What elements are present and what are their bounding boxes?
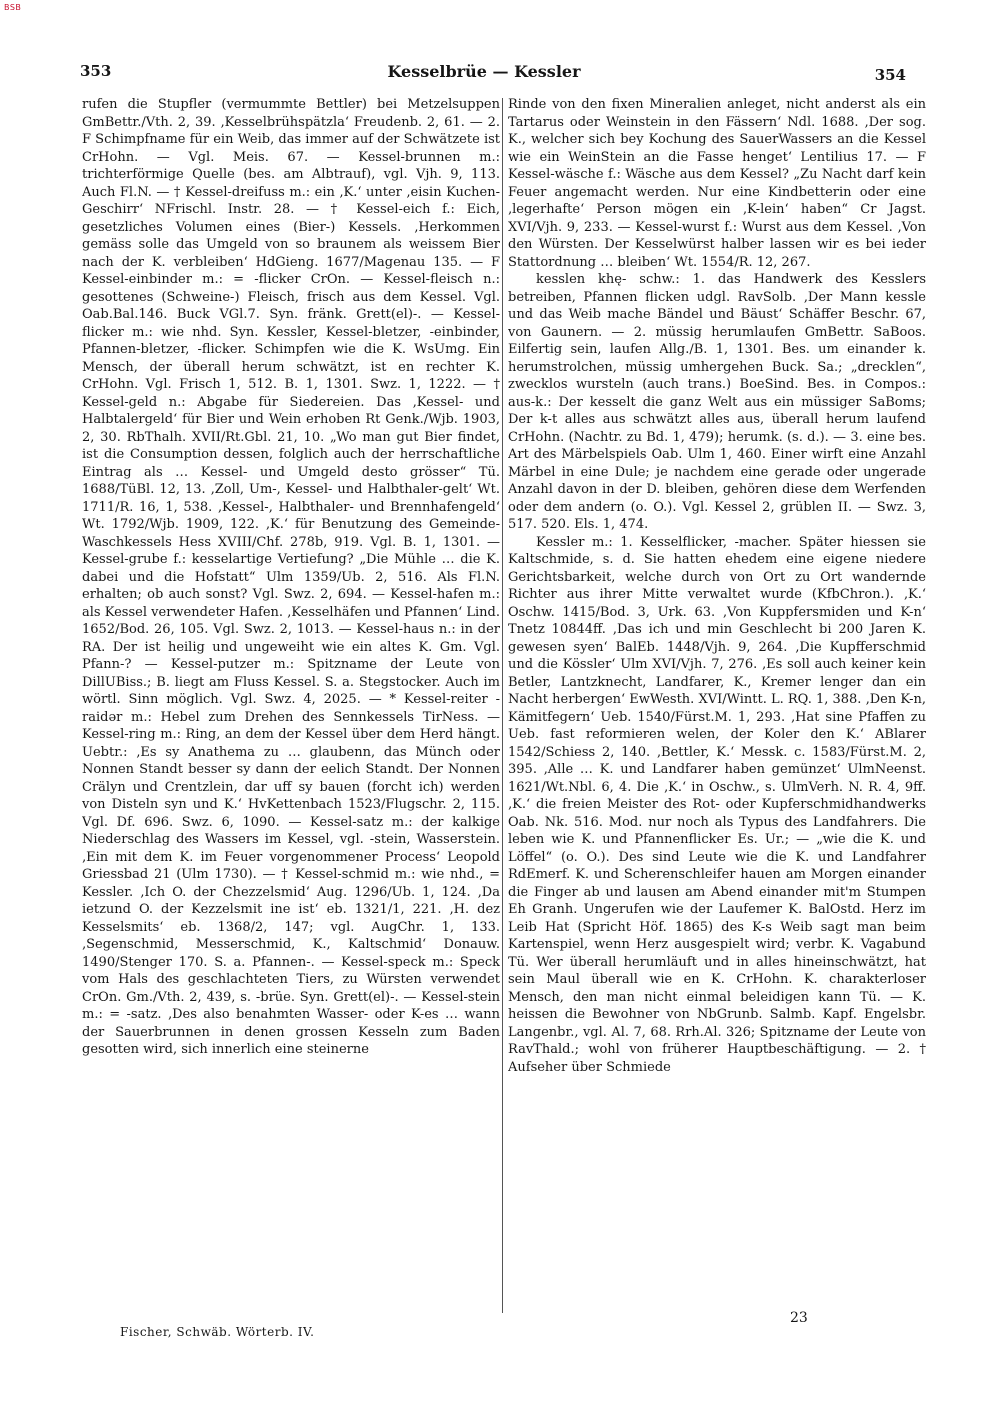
library-stamp: BSB — [4, 3, 22, 12]
sheet-signature: 23 — [790, 1310, 808, 1326]
right-column-number: 354 — [874, 66, 906, 84]
left-column-number: 353 — [80, 62, 112, 80]
left-column — [82, 96, 500, 1316]
running-head: Kesselbrüe — Kessler — [387, 62, 581, 81]
left-column-paragraph: rufen die Stupfler (vermummte Bettler) bei Metzelsuppen GmBettr./Vth. 2, 39. ‚Kesselbrühspätzla‘ Freudenb. 2, 61. — 2. F Schimpfname für ein Weib, das immer auf der Schwätzete ist CrHohn. — Vgl. Meis. 67. — Kessel-brunnen m.: trichterförmige Quelle (bes. am Albtrauf), vgl. Vjh. 9, 113. Auch Fl.N. — † Kessel-dreifuss m.: ein ‚K.‘ unter ‚eisin Kuchen-Geschirr‘ NFrischl. Instr. 28. — † Kessel-eich f.: Eich, gesetzliches Volumen eines (Bier-) Kessels. ‚Herkommen gemäss solle das Umgeld von so braunem als weissem Bier nach der K. verbleiben‘ HdGieng. 1677/Magenau 135. — F Kessel-einbinder m.: = -flicker CrOn. — Kessel-fleisch n.: gesottenes (Schweine-) Fleisch, frisch aus dem Kessel. Vgl. Oab.Bal.146. Buck VGl.7. Syn. fränk. Grett(el)-. — Kessel-flicker m.: wie nhd. Syn. Kessler, Kessel-bletzer, -einbinder, Pfannen-bletzer, -flicker. Schimpfen wie die K. WsUmg. Ein Mensch, der überall herum schwätzt, ist en rechter K. CrHohn. Vgl. Frisch 1, 512. B. 1, 1301. Swz. 1, 1222. — † Kessel-geld n.: Abgabe für Siedereien. Das ‚Kessel- und Halbtalergeld‘ für Bier und Wein erhoben Rt Genk./Wjb. 1903, 2, 30. RbThalh. XVII/Rt.Gbl. 21, 10. „Wo man gut Bier findet, ist die Consumption dessen, folglich auch der herrschaftliche Eintrag als … Kessel- und Umgeld desto grösser“ Tü. 1688/TüBl. 12, 13. ‚Zoll, Um-, Kessel- und Halbthaler-gelt‘ Wt. 1711/R. 16, 1, 538. ‚Kessel-, Halbthaler- und Brennhafengeld‘ Wt. 1792/Wjb. 1909, 122. ‚K.‘ für Benutzung des Gemeinde-Waschkessels Hess XVIII/Chf. 278b, 919. Vgl. B. 1, 1301. — Kessel-grube f.: kesselartige Vertiefung? „Die Mühle … die K. dabei und die Hofstatt“ Ulm 1359/Ub. 2, 516. Als Fl.N. erhalten; ob auch sonst? Vgl. Swz. 2, 694. — Kessel-hafen m.: als Kessel verwendeter Hafen. ‚Kesselhäfen und Pfannen‘ Lind. 1652/Bod. 26, 105. Vgl. Swz. 2, 1013. — Kessel-haus n.: in der RA. Der ist heilig und ungeweiht wie ein altes K. Gm. Vgl. Pfann-? — Kessel-putzer m.: Spitzname der Leute von DillUBiss.; B. liegt am Fluss Kessel. S. a. Stegstocker. Auch im wörtl. Sinn möglich. Vgl. Swz. 4, 2025. — * Kessel-reiter -raidər m.: Hebel zum Drehen des Sennkessels TirNess. — Kessel-ring m.: Ring, an dem der Kessel über dem Herd hängt. Uebtr.: ‚Es sy Anathema zu … glaubenn, das Münch oder Nonnen Standt besser sy dann der eelich Standt. Der Nonnen Crälyn und Crentzlein, dar uff sy bauen (forcht ich) werden von Disteln syn und K.‘ HvKettenbach 1523/Flugschr. 2, 115. Vgl. Df. 696. Swz. 6, 1090. — Kessel-satz m.: der kalkige Niederschlag des Wassers im Kessel, vgl. -stein, Wasserstein. ‚Ein mit dem K. im Feuer vorgenommener Process‘ Leopold Griessbad 21 (Ulm 1730). — † Kessel-schmid m.: wie nhd., = Kessler. ‚Ich O. der Chezzelsmid‘ Aug. 1296/Ub. 1, 124. ‚Da ietzund O. der Kezzelsmit ine ist‘ eb. 1321/1, 221. ‚H. dez Kesselsmits‘ eb. 1368/2, 147; vgl. AugChr. 1, 133. ‚Segenschmid, Messerschmid, K., Kaltschmid‘ Donauw. 1490/Stenger 170. S. a. Pfannen-. — Kessel-speck m.: Speck vom Hals des geschlachteten Tiers, zu Würsten verwendet CrOn. Gm./Vth. 2, 439, s. -brüe. Syn. Grett(el)-. — Kessel-stein m.: = -satz. ‚Des also benahmten Wasser- oder K-es … wann der Sauerbrunnen in denen grossen Kesseln zum Baden gesotten wird, sich innerlich eine steinerne — [82, 97, 500, 1057]
footer-imprint: Fischer, Schwäb. Wörterb. IV. — [120, 1325, 315, 1339]
right-column — [508, 96, 926, 1316]
page-header — [60, 56, 908, 84]
column-divider — [502, 98, 503, 1313]
entry-kessler: Kessler m.: 1. Kesselflicker, -macher. Später hiessen sie Kaltschmide, s. d. Sie hatten ehedem eine eigene niedere Gerichtsbarkeit, welche durch von Ort zu Ort wandernde Richter aus ihrer Mitte verwaltet wurde (KfbChron.). ‚K.‘ Oschw. 1415/Bod. 3, Urk. 63. ‚Von Kuppfersmiden und K-n‘ Tnetz 10844ff. ‚Das ich und min Geschlecht bi 200 Jaren K. gewesen syen‘ BalEb. 1448/Vjh. 9, 264. ‚Die Kupfferschmid und die Kössler‘ Ulm XVI/Vjh. 7, 276. ‚Es soll auch keiner kein Betler, Lantzknecht, Landfarer, K., Kremer lenger dan ein Nacht herbergen‘ EwWesth. XVI/Wintt. L. RQ. 1, 388. ‚Den K-n, Kämitfegern‘ Ueb. 1540/Fürst.M. 1, 293. ‚Hat sine Pfaffen zu Ueb. fast reformieren welen, der Koler den K.‘ ABlarer 1542/Schiess 2, 140. ‚Bettler, K.‘ Messk. c. 1583/Fürst.M. 2, 395. ‚Alle … K. und Landfarer haben gemünzet‘ UlmNeenst. 1621/Wt.Nbl. 6, 4. Die ‚K.‘ in Oschw., s. UlmVerh. N. R. 4, 9ff. ‚K.‘ die freien Meister des Rot- oder Kupferschmidhandwerks Oab. Nk. 516. Mod. nur noch als Typus des Landfahrers. Die leben wie K. und Pfannenflicker Es. Ur.; — „wie die K. und Löffel“ (o. O.). Des sind Leute wie die K. und Landfahrer RdEmerf. K. und Scherenschleifer hauen am Morgen einander die Finger ab und lausen am Abend einander mit'm Stumpen Eh Granh. Ungerufen wie der Laufemer K. BalOstd. Herz im Leib Hat (Spricht Höf. 1865) des K-s Weib sagt man beim Kartenspiel, wenn Herz ausgespielt wird; verbr. K. Vagabund Tü. Wer überall herumläuft und in alles hineinschwätzt, hat sein Maul überall wie en K. CrHohn. K. charakterloser Mensch, den man nicht einmal beleidigen kann Tü. — K. heissen die Bewohner von NbGrunb. Salmb. Kapf. Engelsbr. Langenbr., vgl. Al. 7, 68. Rrh.Al. 326; Spitzname der Leute von RavThald.; wohl von früherer Hauptbeschäftigung. — 2. † Aufseher über Schmiede — [508, 534, 926, 1075]
right-column-paragraph: Rinde von den fixen Mineralien anleget, nicht anderst als ein Tartarus oder Weinstein in den Fässern‘ Ndl. 1688. ‚Der sog. K., welcher sich bey Kochung des SauerWassers an die Kessel wie ein WeinStein an die Fasse henget‘ Lentilius 17. — F Kessel-wäsche f.: Wäsche aus dem Kessel? „Zu Nacht darf kein Feuer angemacht werden. Nur eine Kindbetterin oder eine ‚legerhafte‘ Person mögen ein ‚K-lein‘ haben“ Cr Jagst. XVI/Vjh. 9, 233. — Kessel-wurst f.: Wurst aus dem Kessel. ‚Von den Würsten. Der Kesselwürst halber lassen wir es bei ieder Stattordnung … bleiben‘ Wt. 1554/R. 12, 267. — [508, 97, 926, 270]
entry-kesslen: kesslen khę- schw.: 1. das Handwerk des Kesslers betreiben, Pfannen flicken udgl. RavSolb. ‚Der Mann kessle und das Weib mache Bändel und Bäust‘ Schäffer Beschr. 67, von Gaunern. — 2. müssig herumlaufen GmBettr. SaBoos. Eilfertig sein, laufen Allg./B. 1, 1301. Bes. um einander k. herumstrolchen, müssig umhergehen Buck. Sa.; „drecklen“, zwecklos wursteln (auch trans.) BoeSind. Bes. in Compos.: aus-k.: Der kesselt die ganz Welt aus ein müssiger SaBoms; Der k-t alles aus schwätzt alles aus, überall herum laufend CrHohn. (Nachtr. zu Bd. 1, 479); herumk. (s. d.). — 3. eine bes. Art des Märbelspiels Oab. Ulm 1, 460. Einer wirft eine Anzahl Märbel in eine Dule; je nachdem eine gerade oder ungerade Anzahl davon in der D. bleiben, gehören diese dem Werfenden oder dem andern (o. O.). Vgl. Kessel 2, grüblen II. — Swz. 3, 517. 520. Els. 1, 474. — [508, 272, 926, 532]
